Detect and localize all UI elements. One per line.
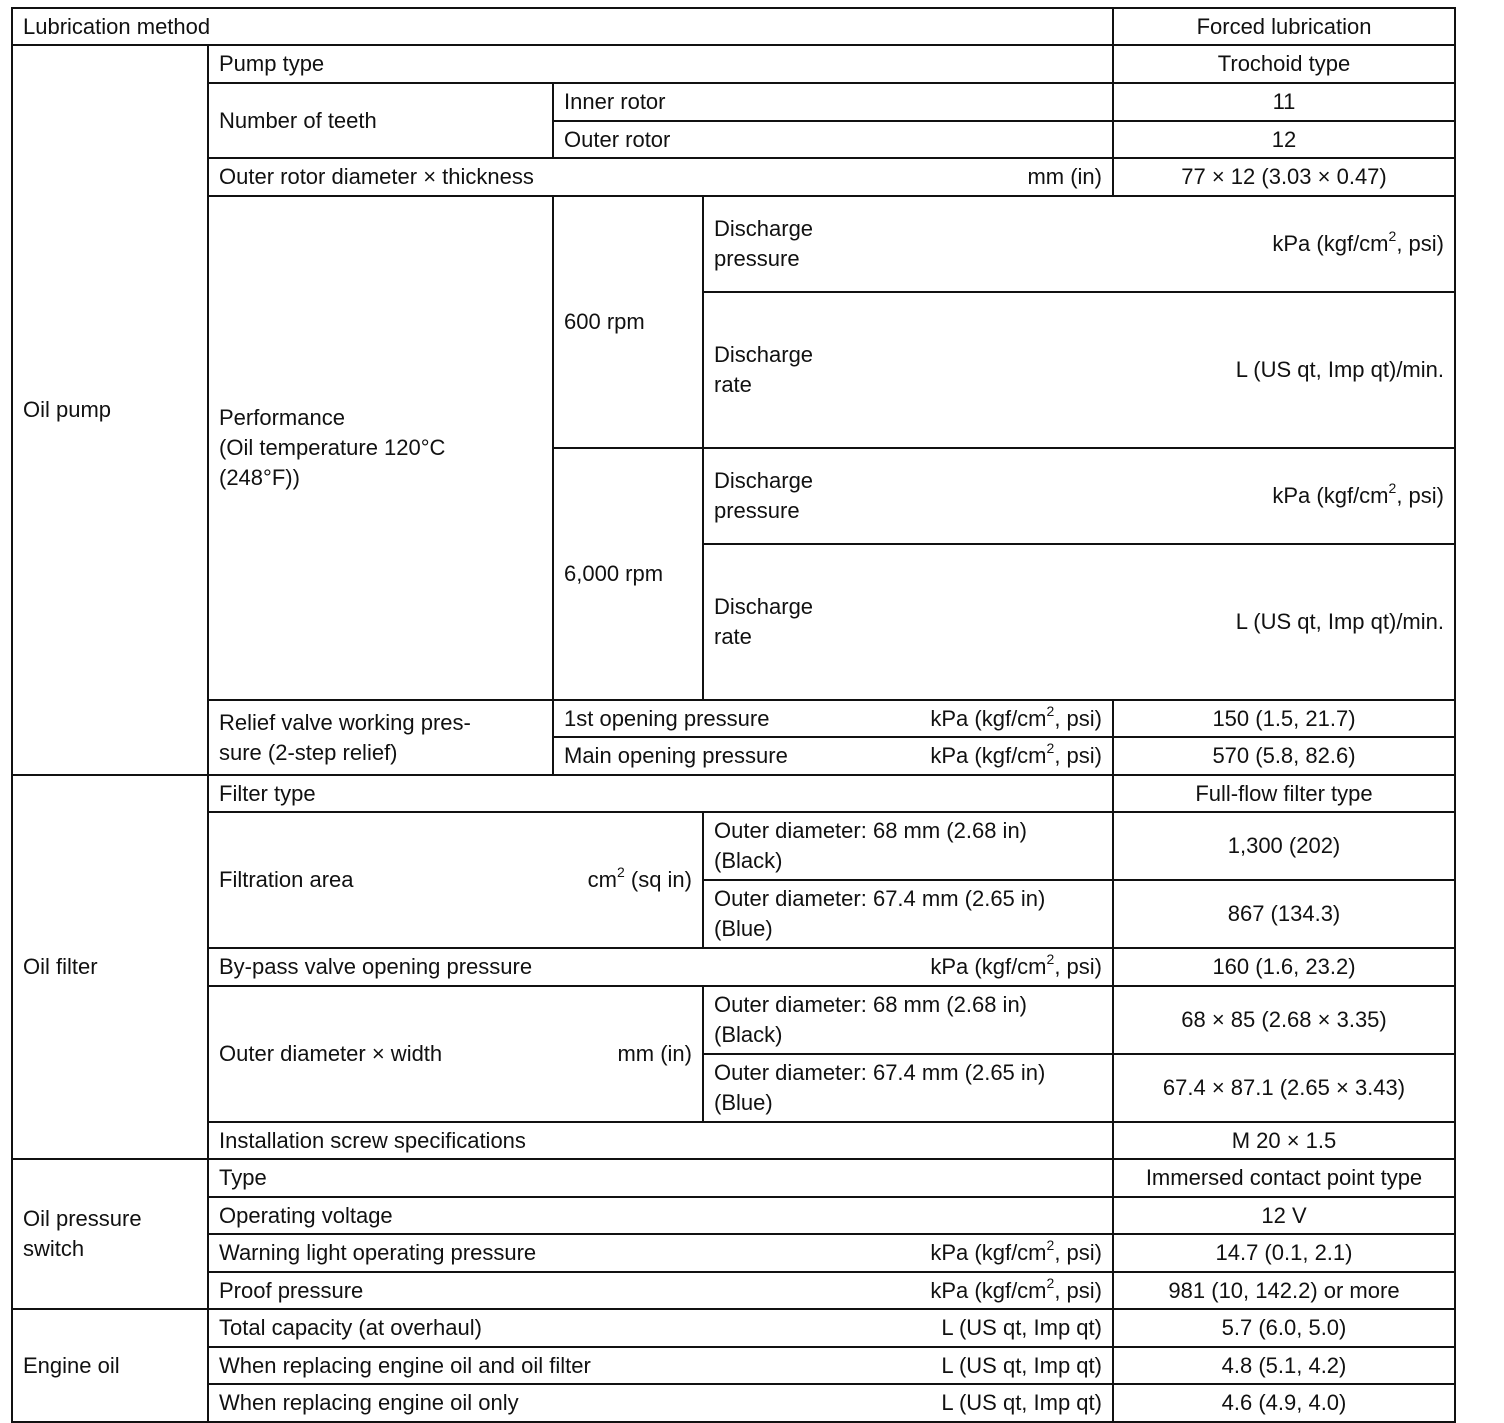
oil-and-filter-cell	[208, 1347, 1113, 1384]
rpm-600-pressure-label-line1: Discharge	[714, 216, 814, 241]
bypass-value: 160 (1.6, 23.2)	[1113, 948, 1455, 986]
row-area-black	[12, 812, 1455, 880]
rpm-600-label: 600 rpm	[553, 196, 703, 448]
switch-warning-value: 14.7 (0.1, 2.1)	[1113, 1234, 1455, 1272]
rpm-6000-rate-unit: L (US qt, Imp qt)/min.	[1235, 609, 1444, 634]
row-lubrication-method	[12, 8, 1455, 45]
size-blue-label-line1: Outer diameter: 67.4 mm (2.65 in)	[714, 1060, 1046, 1085]
oil-only-label: When replacing engine oil only	[219, 1390, 519, 1415]
filtration-area-label: Filtration area	[219, 867, 354, 892]
row-oil-only	[12, 1384, 1455, 1422]
relief-main-cell	[553, 737, 1113, 775]
area-black-label-line1: Outer diameter: 68 mm (2.68 in)	[714, 818, 1028, 843]
area-blue-value: 867 (134.3)	[1113, 880, 1455, 948]
rpm-600-rate-cell	[703, 292, 1455, 448]
oil-total-unit: L (US qt, Imp qt)	[941, 1315, 1102, 1340]
switch-warning-unit: kPa ($kgf/cm^2$, psi)	[930, 1237, 1102, 1265]
rotor-size-value: 77 × 12 (3.03 × 0.47)	[1113, 158, 1455, 196]
switch-warning-label: Warning light operating pressure	[219, 1240, 537, 1265]
filter-size-label: Outer diameter × width	[219, 1041, 443, 1066]
filter-size-unit: mm (in)	[617, 1041, 692, 1066]
bypass-unit: kPa ($kgf/cm^2$, psi)	[930, 951, 1102, 979]
relief-main-unit: kPa ($kgf/cm^2$, psi)	[930, 740, 1102, 768]
bypass-cell	[208, 948, 1113, 986]
oil-and-filter-value: 4.8 (5.1, 4.2)	[1113, 1347, 1455, 1384]
row-inner-rotor	[12, 83, 1455, 121]
rpm-600-rate-label	[714, 340, 813, 400]
oil-pressure-switch-section-label	[12, 1159, 208, 1309]
filtration-area-unit: $cm^2$ (sq in)	[587, 864, 692, 892]
switch-proof-value: 981 (10, 142.2) or more	[1113, 1272, 1455, 1309]
switch-voltage-value: 12 V	[1113, 1197, 1455, 1234]
lubrication-method-value: Forced lubrication	[1113, 8, 1455, 45]
oil-total-cell	[208, 1309, 1113, 1347]
row-size-black	[12, 986, 1455, 1054]
rotor-size-unit: mm (in)	[1027, 164, 1102, 189]
oil-only-value: 4.6 (4.9, 4.0)	[1113, 1384, 1455, 1422]
rpm-6000-pressure-label-line1: Discharge	[714, 468, 814, 493]
switch-proof-cell	[208, 1272, 1113, 1309]
filter-type-label: Filter type	[208, 775, 1113, 812]
relief-main-value: 570 (5.8, 82.6)	[1113, 737, 1455, 775]
switch-proof-label: Proof pressure	[219, 1277, 364, 1303]
rpm-6000-pressure-cell	[703, 448, 1455, 544]
lubrication-method-label: Lubrication method	[12, 8, 1113, 45]
relief-first-value: 150 (1.5, 21.7)	[1113, 700, 1455, 737]
inner-rotor-value: 11	[1113, 83, 1455, 121]
screw-value: M 20 × 1.5	[1113, 1122, 1455, 1159]
area-black-label-line2: (Black)	[714, 848, 783, 873]
oil-only-cell	[208, 1384, 1113, 1422]
pump-type-label: Pump type	[208, 45, 1113, 83]
rpm-6000-pressure-unit: kPa ($kgf/cm^2$, psi)	[1272, 480, 1444, 508]
rpm-600-pressure-label-line2: pressure	[714, 246, 800, 271]
switch-type-label: Type	[208, 1159, 1113, 1197]
relief-valve-label-line1: Relief valve working pres-	[219, 709, 471, 735]
row-screw	[12, 1122, 1455, 1159]
size-black-label-line2: (Black)	[714, 1022, 783, 1047]
relief-first-unit: kPa ($kgf/cm^2$, psi)	[930, 702, 1102, 731]
oil-total-label: Total capacity (at overhaul)	[219, 1315, 482, 1340]
rotor-size-cell	[208, 158, 1113, 196]
rpm-600-rate-label-line1: Discharge	[714, 342, 814, 367]
area-blue-label-line2: (Blue)	[714, 916, 773, 941]
rpm-6000-label: 6,000 rpm	[553, 448, 703, 700]
switch-voltage-label: Operating voltage	[208, 1197, 1113, 1234]
row-pump-type	[12, 45, 1455, 83]
oil-pump-section-label: Oil pump	[12, 45, 208, 775]
oil-total-value: 5.7 (6.0, 5.0)	[1113, 1309, 1455, 1347]
filter-type-value: Full-flow filter type	[1113, 775, 1455, 812]
filter-size-cell	[208, 986, 703, 1122]
row-filter-type	[12, 775, 1455, 812]
relief-valve-label	[208, 700, 553, 775]
row-oil-total	[12, 1309, 1455, 1347]
performance-label-line3: (248°F))	[219, 465, 300, 490]
number-of-teeth-label: Number of teeth	[208, 83, 553, 158]
row-oil-and-filter	[12, 1347, 1455, 1384]
filtration-area-cell	[208, 812, 703, 948]
bypass-label: By-pass valve opening pressure	[219, 954, 533, 979]
performance-label-line2: (Oil temperature 120°C	[219, 435, 446, 460]
size-blue-label-line2: (Blue)	[714, 1090, 773, 1115]
rpm-6000-pressure-label-line2: pressure	[714, 498, 800, 523]
inner-rotor-label: Inner rotor	[553, 83, 1113, 121]
rpm-600-pressure-cell	[703, 196, 1455, 292]
switch-type-value: Immersed contact point type	[1113, 1159, 1455, 1197]
row-relief-first	[12, 700, 1455, 737]
oil-only-unit: L (US qt, Imp qt)	[941, 1390, 1102, 1415]
rotor-size-label: Outer rotor diameter × thickness	[219, 164, 534, 189]
screw-label: Installation screw specifications	[208, 1122, 1113, 1159]
row-switch-warning	[12, 1234, 1455, 1272]
rpm-6000-rate-label	[714, 592, 813, 652]
oil-pressure-switch-label-line2: switch	[23, 1236, 85, 1261]
area-black-label	[703, 812, 1113, 880]
rpm-600-pressure-unit: kPa ($kgf/cm^2$, psi)	[1272, 228, 1444, 256]
row-switch-proof	[12, 1272, 1455, 1309]
oil-filter-section-label: Oil filter	[12, 775, 208, 1159]
outer-rotor-value: 12	[1113, 121, 1455, 158]
relief-first-cell	[553, 700, 1113, 737]
rpm-600-pressure-label	[714, 214, 813, 274]
switch-proof-unit: kPa ($kgf/cm^2$, psi)	[930, 1274, 1102, 1303]
size-black-value: 68 × 85 (2.68 × 3.35)	[1113, 986, 1455, 1054]
rpm-6000-rate-label-line1: Discharge	[714, 594, 814, 619]
rpm-6000-rate-label-line2: rate	[714, 624, 752, 649]
row-rotor-size	[12, 158, 1455, 196]
switch-warning-cell	[208, 1234, 1113, 1272]
size-black-label-line1: Outer diameter: 68 mm (2.68 in)	[714, 992, 1028, 1017]
size-blue-value: 67.4 × 87.1 (2.65 × 3.43)	[1113, 1054, 1455, 1122]
relief-valve-label-line2: sure (2-step relief)	[219, 739, 398, 765]
area-black-value: 1,300 (202)	[1113, 812, 1455, 880]
rpm-600-rate-unit: L (US qt, Imp qt)/min.	[1235, 357, 1444, 382]
engine-oil-section-label: Engine oil	[12, 1309, 208, 1422]
size-blue-label	[703, 1054, 1113, 1122]
rpm-600-rate-label-line2: rate	[714, 372, 752, 397]
area-blue-label	[703, 880, 1113, 948]
oil-and-filter-label: When replacing engine oil and oil filter	[219, 1352, 591, 1378]
oil-pressure-switch-label-line1: Oil pressure	[23, 1206, 142, 1231]
relief-main-label: Main opening pressure	[564, 743, 788, 768]
oil-and-filter-unit: L (US qt, Imp qt)	[941, 1352, 1102, 1378]
row-switch-voltage	[12, 1197, 1455, 1234]
relief-first-label: 1st opening pressure	[564, 705, 770, 731]
row-600rpm-pressure	[12, 196, 1455, 292]
performance-label-line1: Performance	[219, 405, 345, 430]
outer-rotor-label: Outer rotor	[553, 121, 1113, 158]
pump-type-value: Trochoid type	[1113, 45, 1455, 83]
area-blue-label-line1: Outer diameter: 67.4 mm (2.65 in)	[714, 886, 1046, 911]
size-black-label	[703, 986, 1113, 1054]
rpm-6000-rate-cell	[703, 544, 1455, 700]
row-bypass	[12, 948, 1455, 986]
row-switch-type	[12, 1159, 1455, 1197]
rpm-6000-pressure-label	[714, 466, 813, 526]
performance-label	[208, 196, 553, 700]
lubrication-spec-table	[11, 7, 1456, 1423]
